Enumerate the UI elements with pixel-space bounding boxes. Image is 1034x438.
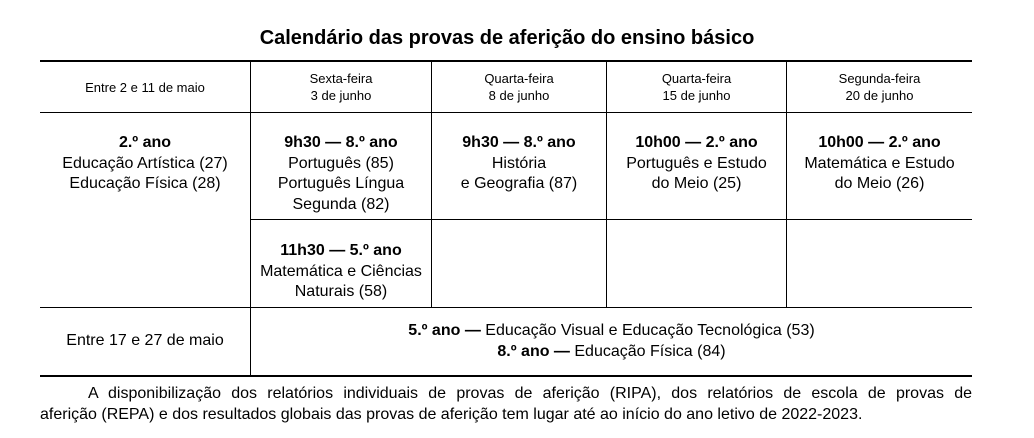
exam-subject: Matemática e Estudo bbox=[804, 154, 955, 172]
exam-grade-label: 5.º ano — bbox=[408, 322, 481, 339]
exam-cell-grade2-math bbox=[787, 133, 972, 213]
exam-heading: 2.º ano bbox=[118, 134, 172, 151]
exam-subject: Naturais (58) bbox=[294, 283, 388, 300]
exam-line-grade8 bbox=[497, 342, 725, 363]
exam-cell-grade2-portuguese bbox=[607, 133, 786, 213]
header-date: 15 de junho bbox=[662, 88, 731, 103]
exam-grade-label: 8.º ano — bbox=[497, 342, 570, 360]
late-may-exams-cell bbox=[251, 308, 972, 375]
row1-divider bbox=[250, 219, 972, 220]
exam-subject: do Meio (26) bbox=[834, 175, 925, 192]
header-weekday: Quarta-feira bbox=[661, 71, 732, 86]
header-cell-jun-8 bbox=[432, 62, 606, 112]
exam-heading: 9h30 — 8.º ano bbox=[284, 134, 398, 151]
exam-subject: Educação Física (84) bbox=[569, 342, 726, 360]
exam-subject: Segunda (82) bbox=[292, 195, 390, 213]
exam-subject: do Meio (25) bbox=[651, 175, 742, 192]
results-availability-note bbox=[40, 383, 972, 425]
header-date: 8 de junho bbox=[488, 88, 550, 103]
exam-heading: 9h30 — 8.º ano bbox=[462, 134, 576, 151]
late-may-range-cell bbox=[40, 308, 250, 375]
header-cell-may-range bbox=[40, 62, 250, 112]
exam-subject: e Geografia (87) bbox=[460, 175, 578, 192]
exam-cell-grade8-portuguese bbox=[251, 133, 431, 219]
exam-cell-grade5-math bbox=[251, 241, 431, 305]
note-line-1: A disponibilização dos relatórios individuais de provas de aferição (RIPA), dos relatórios de escola de provas de bbox=[88, 385, 972, 402]
calendar-title: Calendário das provas de aferição do ensino básico bbox=[259, 27, 755, 49]
header-cell-jun-20 bbox=[787, 62, 972, 112]
exam-subject: História bbox=[491, 154, 547, 172]
exam-line-grade5 bbox=[408, 321, 814, 342]
exam-heading: 10h00 — 2.º ano bbox=[818, 134, 941, 151]
exam-cell-grade2-arts bbox=[40, 133, 250, 213]
table-bottom-border bbox=[40, 375, 972, 377]
exam-subject: Português e Estudo bbox=[626, 154, 767, 172]
header-weekday: Quarta-feira bbox=[484, 71, 554, 86]
exam-cell-grade8-history bbox=[432, 133, 606, 213]
header-cell-jun-3 bbox=[251, 62, 431, 112]
header-weekday: Segunda-feira bbox=[838, 71, 921, 86]
header-date: 3 de junho bbox=[310, 88, 372, 103]
note-line-2: aferição (REPA) e dos resultados globais das provas de aferição tem lugar até ao início do ano letivo de 2022-2023. bbox=[40, 406, 863, 423]
late-may-range-label: Entre 17 e 27 de maio bbox=[66, 332, 224, 350]
exam-subject: Matemática e Ciências bbox=[260, 262, 422, 280]
exam-subject: Educação Visual e Educação Tecnológica (53) bbox=[480, 322, 815, 339]
exam-subject: Educação Artística (27) bbox=[62, 154, 228, 172]
exam-heading: 10h00 — 2.º ano bbox=[635, 134, 758, 151]
header-bottom-border bbox=[40, 112, 972, 113]
header-cell-jun-15 bbox=[607, 62, 786, 112]
exam-subject: Português Língua bbox=[277, 175, 405, 192]
exam-heading: 11h30 — 5.º ano bbox=[280, 242, 402, 259]
header-weekday: Sexta-feira bbox=[309, 71, 373, 86]
exam-subject: Português (85) bbox=[288, 154, 394, 172]
header-date: 20 de junho bbox=[845, 88, 914, 103]
header-may-range-label: Entre 2 e 11 de maio bbox=[85, 79, 205, 95]
exam-subject: Educação Física (28) bbox=[69, 175, 221, 192]
